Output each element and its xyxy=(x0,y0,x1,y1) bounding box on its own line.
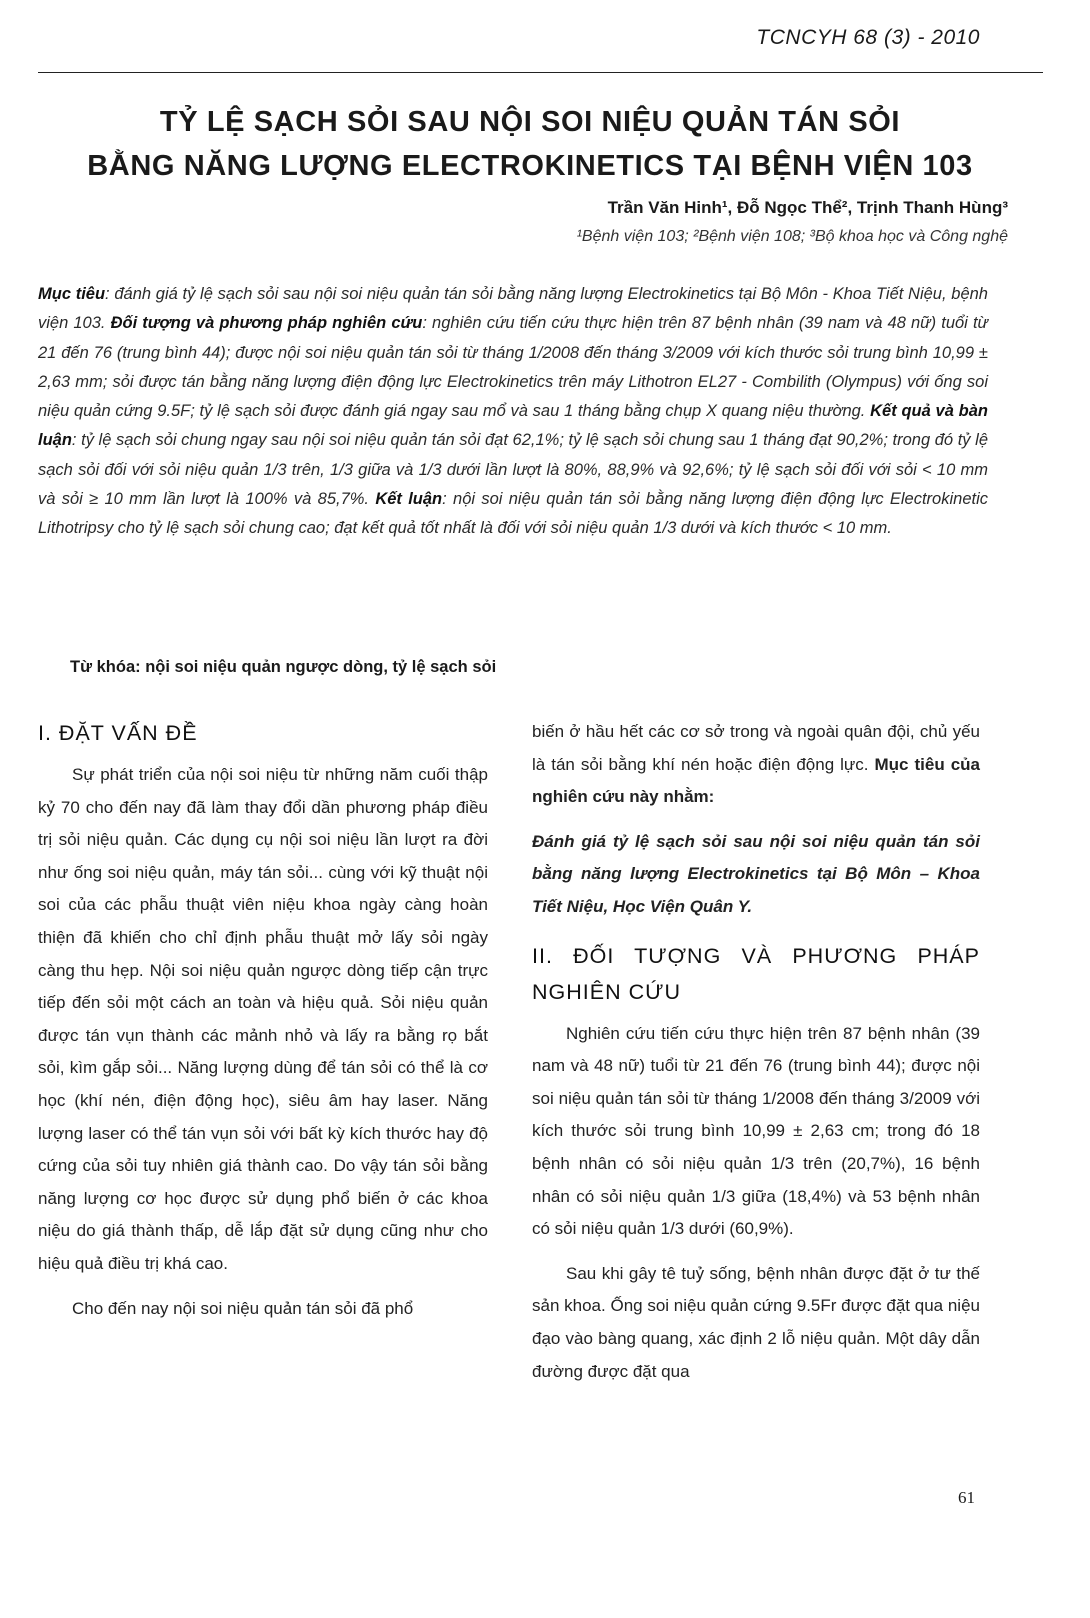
title-line-1: TỶ LỆ SẠCH SỎI SAU NỘI SOI NIỆU QUẢN TÁN SỎI xyxy=(159,106,901,138)
column-left xyxy=(38,715,488,1337)
journal-header: TCNCYH 68 (3) - 2010 xyxy=(756,26,980,49)
section-1-paragraph-2: Cho đến nay nội soi niệu quản tán sỏi đã phổ xyxy=(72,1298,414,1318)
column-right xyxy=(532,716,980,1400)
paragraph-continuation: biến ở hầu hết các cơ sở trong và ngoài quân đội, chủ yếu là tán sỏi bằng khí nén hoặc điện động lực. xyxy=(532,722,980,774)
keywords: Từ khóa: nội soi niệu quản ngược dòng, tỷ lệ sạch sỏi xyxy=(70,658,497,676)
abstract-results-label: Kết quả và bàn luận xyxy=(38,402,988,450)
objective-item: Đánh giá tỷ lệ sạch sỏi sau nội soi niệu quản tán sỏi bằng năng lượng Electrokinetics tại Bộ Môn – Khoa Tiết Niệu, Học Viện Quân Y. xyxy=(532,831,980,916)
abstract-results-text: : tỷ lệ sạch sỏi chung ngay sau nội soi niệu quản tán sỏi đạt 62,1%; tỷ lệ sạch sỏi chung sau 1 tháng đạt 90,2%; trong đó tỷ lệ sạch sỏi đối với sỏi niệu quản 1/3 trên, 1/3 giữa và 1/3 dưới lần lượt là 80%, 88,9% và 92,6%; tỷ lệ sạch sỏi đối với sỏi < 10 mm và sỏi ≥ 10 mm lần lượt là 100% và 85,7%. xyxy=(38,431,988,509)
abstract-objective-text: : đánh giá tỷ lệ sạch sỏi sau nội soi niệu quản tán sỏi bằng năng lượng Electrokinetics tại Bộ Môn - Khoa Tiết Niệu, bệnh viện 103. xyxy=(38,285,988,333)
abstract-conclusion-text: : nội soi niệu quản tán sỏi bằng năng lượng điện động lực Electrokinetic Lithotripsy cho tỷ lệ sạch sỏi chung cao; đạt kết quả tốt nhất là đối với sỏi niệu quản 1/3 dưới và kích thước < 10 mm. xyxy=(38,490,988,538)
section-1-paragraph-1: Sự phát triển của nội soi niệu từ những năm cuối thập kỷ 70 cho đến nay đã làm thay đổi dần phương pháp điều trị sỏi niệu quản. Các dụng cụ nội soi niệu lần lượt ra đời như ống soi niệu quản, máy tán sỏi... cùng với kỹ thuật nội soi của các phẫu thuật viên niệu khoa ngày càng hoàn thiện đã khiến cho chỉ định phẫu thuật mở lấy sỏi ngày càng thu hẹp. Nội soi niệu quản ngược dòng tiếp cận trực tiếp đến sỏi một cách an toàn và hiệu quả. Sỏi niệu quản được tán vụn thành các mảnh nhỏ và lấy ra bằng rọ bắt sỏi, kìm gắp sỏi... Năng lượng dùng để tán sỏi có thể là cơ học (khí nén, điện động học), siêu âm hay laser. Năng lượng laser có thể tán vụn sỏi với bất kỳ kích thước hay độ cứng của sỏi tuy nhiên giá thành cao. Do vậy tán sỏi bằng năng lượng cơ học được sử dụng phổ biến ở các khoa niệu do giá thành thấp, dễ lắp đặt sử dụng cũng như cho hiệu quả điều trị khá cao. xyxy=(38,765,488,1273)
section-1-paragraph-2-continued xyxy=(532,716,980,814)
section-2-heading: II. ĐỐI TƯỢNG VÀ PHƯƠNG PHÁP NGHIÊN CỨU xyxy=(532,943,980,1004)
page-number: 61 xyxy=(958,1488,975,1507)
abstract-conclusion-label: Kết luận xyxy=(375,490,443,509)
section-2-paragraph-2: Sau khi gây tê tuỷ sống, bệnh nhân được đặt ở tư thế sản khoa. Ống soi niệu quản cứng 9.5Fr được đặt qua niệu đạo vào bàng quang, xác định 2 lỗ niệu quản. Một dây dẫn đường được đặt qua xyxy=(532,1263,980,1381)
header-divider xyxy=(38,72,1043,73)
author-affiliations: ¹Bệnh viện 103; ²Bệnh viện 108; ³Bộ khoa học và Công nghệ xyxy=(576,228,1008,245)
abstract xyxy=(38,280,988,544)
article-title xyxy=(60,100,1000,188)
objective-lead: Mục tiêu của nghiên cứu này nhằm: xyxy=(532,754,981,807)
title-line-2: BẰNG NĂNG LƯỢNG ELECTROKINETICS TẠI BỆNH VIỆN 103 xyxy=(87,150,973,182)
section-1-heading: I. ĐẶT VẤN ĐỀ xyxy=(38,721,198,745)
abstract-methods-label: Đối tượng và phương pháp nghiên cứu xyxy=(110,314,423,333)
abstract-methods-text: : nghiên cứu tiến cứu thực hiện trên 87 bệnh nhân (39 nam và 48 nữ) tuổi từ 21 đến 76 (trung bình 44); được nội soi niệu quản tán sỏi từ tháng 1/2008 đến tháng 3/2009 với kích thước sỏi trung bình 10,99 ± 2,63 mm; sỏi được tán bằng năng lượng điện động lực Electrokinetics trên máy Lithotron EL27 - Combilith (Olympus) với ống soi niệu quản cứng 9.5F; tỷ lệ sạch sỏi được đánh giá ngay sau mổ và sau 1 tháng bằng chụp X quang niệu thường. xyxy=(38,314,988,421)
section-2-paragraph-1: Nghiên cứu tiến cứu thực hiện trên 87 bệnh nhân (39 nam và 48 nữ) tuổi từ 21 đến 76 (trung bình 44); được nội soi niệu quản tán sỏi từ tháng 1/2008 đến tháng 3/2009 với kích thước sỏi trung bình 10,99 ± 2,63 cm; trong đó 18 bệnh nhân có sỏi niệu quản 1/3 trên (20,7%), 16 bệnh nhân có sỏi niệu quản 1/3 giữa (18,4%) và 53 bệnh nhân có sỏi niệu quản 1/3 dưới (60,9%). xyxy=(532,1023,980,1239)
abstract-objective-label: Mục tiêu xyxy=(38,285,106,303)
author-list: Trần Văn Hinh¹, Đỗ Ngọc Thể², Trịnh Thanh Hùng³ xyxy=(607,198,1008,217)
